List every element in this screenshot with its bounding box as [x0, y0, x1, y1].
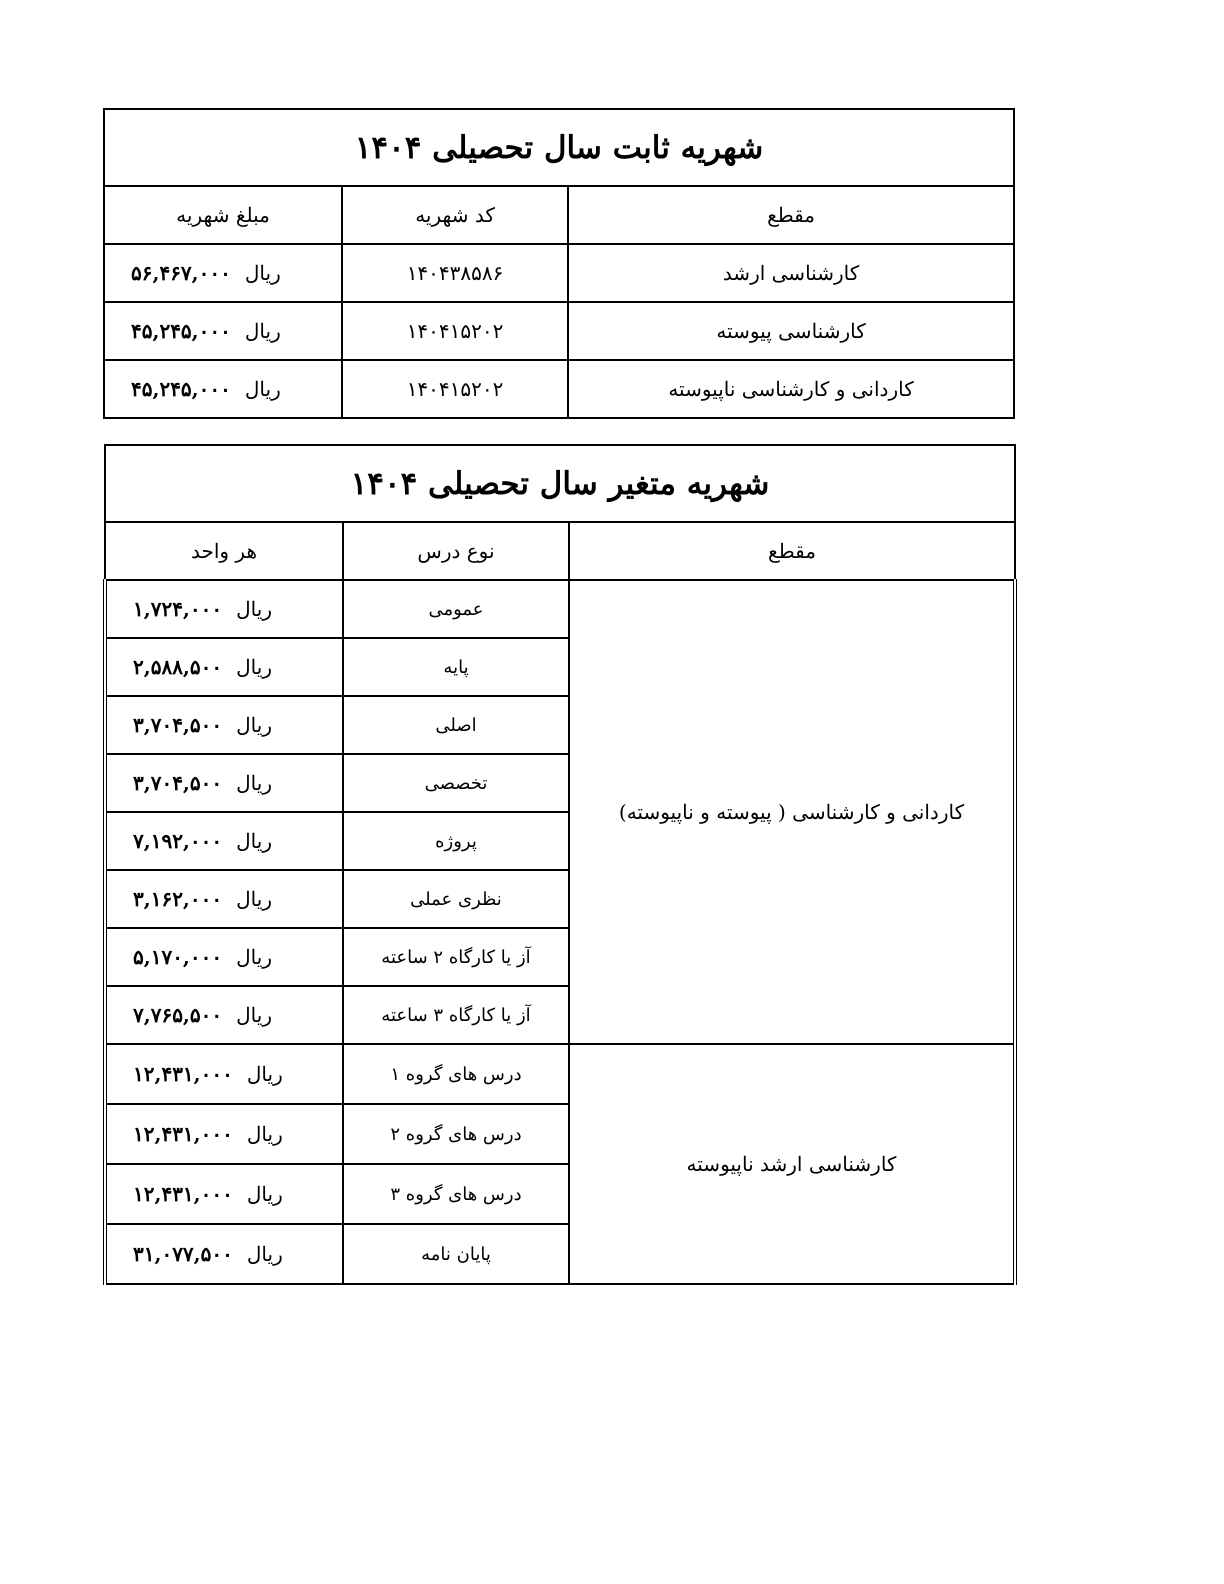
- code-cell: ۱۴۰۴۳۸۵۸۶: [342, 244, 568, 302]
- currency-label: ریال: [236, 1003, 272, 1027]
- header-level: مقطع: [568, 186, 1014, 244]
- amount-cell: [105, 754, 343, 812]
- level-cell: کارشناسی پیوسته: [568, 302, 1014, 360]
- currency-label: ریال: [236, 713, 272, 737]
- amount-value: ۴۵,۲۴۵,۰۰۰: [131, 319, 231, 343]
- fixed-tuition-title: شهریه ثابت سال تحصیلی ۱۴۰۴: [104, 109, 1014, 186]
- amount-value: ۱۲,۴۳۱,۰۰۰: [133, 1182, 233, 1206]
- amount-value: ۳۱,۰۷۷,۵۰۰: [133, 1242, 233, 1266]
- currency-label: ریال: [246, 1122, 283, 1146]
- variable-tuition-title: شهریه متغیر سال تحصیلی ۱۴۰۴: [105, 445, 1015, 522]
- amount-cell: [105, 696, 343, 754]
- amount-value: ۱۲,۴۳۱,۰۰۰: [133, 1122, 233, 1146]
- amount-value: ۷,۱۹۲,۰۰۰: [133, 829, 223, 853]
- lesson-type-cell: درس های گروه ۳: [343, 1164, 569, 1224]
- amount-cell: [104, 244, 342, 302]
- lesson-type-cell: آز یا کارگاه ۳ ساعته: [343, 986, 569, 1044]
- amount-value: ۳,۱۶۲,۰۰۰: [133, 887, 223, 911]
- currency-label: ریال: [236, 829, 272, 853]
- table-row: [105, 1044, 1015, 1104]
- amount-value: ۱,۷۲۴,۰۰۰: [133, 597, 223, 621]
- amount-cell: [104, 302, 342, 360]
- amount-cell: [104, 360, 342, 418]
- amount-cell: [105, 1104, 343, 1164]
- amount-value: ۳,۷۰۴,۵۰۰: [133, 771, 223, 795]
- lesson-type-cell: اصلی: [343, 696, 569, 754]
- header-code: کد شهریه: [342, 186, 568, 244]
- lesson-type-cell: نظری عملی: [343, 870, 569, 928]
- amount-cell: [105, 1044, 343, 1104]
- currency-label: ریال: [244, 261, 281, 285]
- header-unit: هر واحد: [105, 522, 343, 580]
- lesson-type-cell: پایه: [343, 638, 569, 696]
- amount-cell: [105, 580, 343, 638]
- amount-value: ۵,۱۷۰,۰۰۰: [133, 945, 223, 969]
- currency-label: ریال: [246, 1062, 283, 1086]
- fixed-tuition-table: [103, 108, 1015, 419]
- amount-cell: [105, 812, 343, 870]
- level-cell: کاردانی و کارشناسی ناپیوسته: [568, 360, 1014, 418]
- amount-value: ۷,۷۶۵,۵۰۰: [133, 1003, 223, 1027]
- code-cell: ۱۴۰۴۱۵۲۰۲: [342, 360, 568, 418]
- currency-label: ریال: [236, 655, 272, 679]
- header-level: مقطع: [569, 522, 1015, 580]
- lesson-type-cell: آز یا کارگاه ۲ ساعته: [343, 928, 569, 986]
- lesson-type-cell: پروژه: [343, 812, 569, 870]
- amount-cell: [105, 638, 343, 696]
- currency-label: ریال: [236, 945, 272, 969]
- currency-label: ریال: [236, 597, 272, 621]
- currency-label: ریال: [244, 377, 281, 401]
- amount-value: ۲,۵۸۸,۵۰۰: [133, 655, 223, 679]
- table-row: [104, 244, 1014, 302]
- lesson-type-cell: عمومی: [343, 580, 569, 638]
- header-type: نوع درس: [343, 522, 569, 580]
- lesson-type-cell: درس های گروه ۲: [343, 1104, 569, 1164]
- amount-cell: [105, 928, 343, 986]
- currency-label: ریال: [236, 771, 272, 795]
- lesson-type-cell: تخصصی: [343, 754, 569, 812]
- group-level-cell: کاردانی و کارشناسی ( پیوسته و ناپیوسته): [569, 580, 1015, 1044]
- amount-value: ۱۲,۴۳۱,۰۰۰: [133, 1062, 233, 1086]
- amount-cell: [105, 986, 343, 1044]
- amount-cell: [105, 1224, 343, 1284]
- variable-tuition-table: [103, 444, 1017, 1285]
- amount-value: ۵۶,۴۶۷,۰۰۰: [131, 261, 231, 285]
- currency-label: ریال: [236, 887, 272, 911]
- amount-value: ۴۵,۲۴۵,۰۰۰: [131, 377, 231, 401]
- amount-cell: [105, 1164, 343, 1224]
- table-row: [104, 360, 1014, 418]
- table-row: [104, 302, 1014, 360]
- level-cell: کارشناسی ارشد: [568, 244, 1014, 302]
- header-amount: مبلغ شهریه: [104, 186, 342, 244]
- lesson-type-cell: درس های گروه ۱: [343, 1044, 569, 1104]
- amount-cell: [105, 870, 343, 928]
- currency-label: ریال: [244, 319, 281, 343]
- amount-value: ۳,۷۰۴,۵۰۰: [133, 713, 223, 737]
- code-cell: ۱۴۰۴۱۵۲۰۲: [342, 302, 568, 360]
- group-level-cell: کارشناسی ارشد ناپیوسته: [569, 1044, 1015, 1284]
- currency-label: ریال: [246, 1242, 283, 1266]
- lesson-type-cell: پایان نامه: [343, 1224, 569, 1284]
- table-row: [105, 580, 1015, 638]
- currency-label: ریال: [246, 1182, 283, 1206]
